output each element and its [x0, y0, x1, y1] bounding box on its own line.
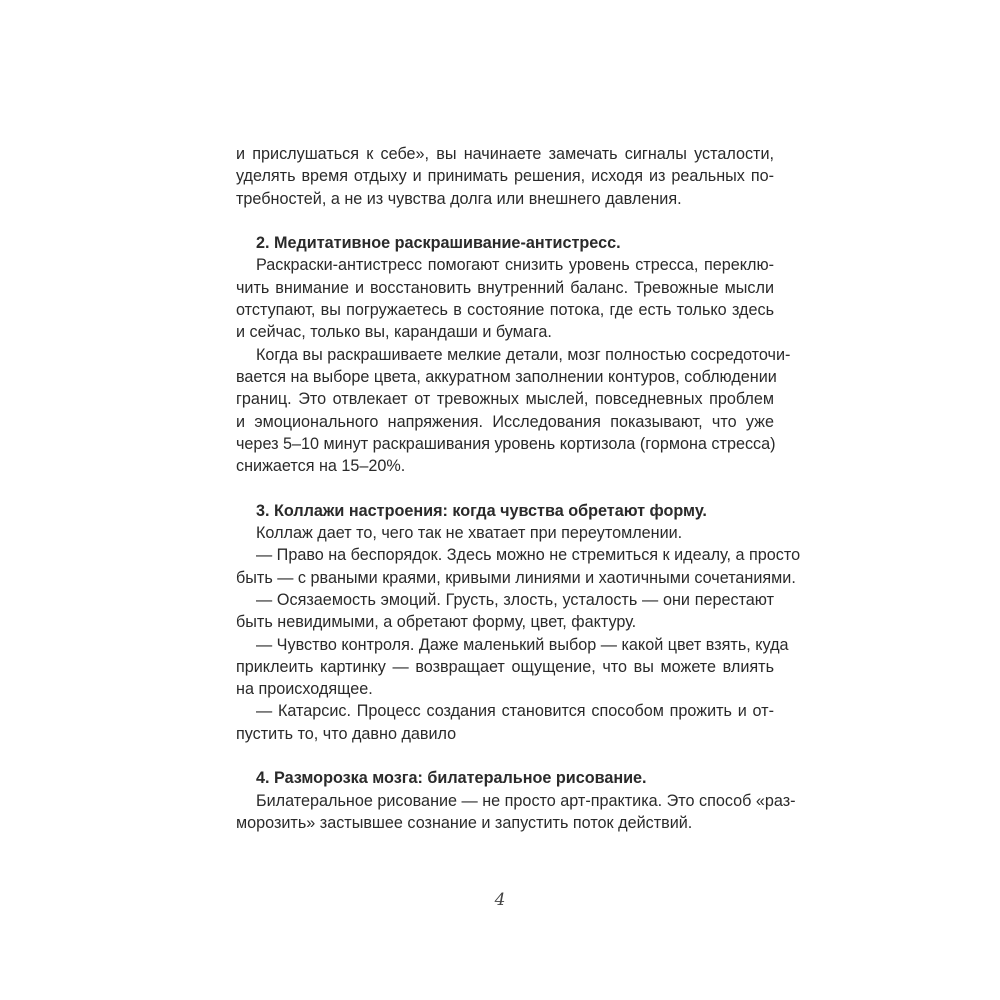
body-text-line: уделять время отдыху и принимать решения, исходя из реальных по-: [236, 167, 774, 186]
section-heading: 2. Медитативное раскрашивание-антистресс.: [256, 234, 621, 253]
list-item-line: — Чувство контроля. Даже маленький выбор — какой цвет взять, куда: [256, 635, 789, 654]
list-item-line: — Право на беспорядок. Здесь можно не стремиться к идеалу, а просто: [256, 546, 801, 565]
body-text-line: Билатеральное рисование — не просто арт-практика. Это способ «раз-: [256, 791, 796, 810]
body-text-line: требностей, а не из чувства долга или внешнего давления.: [236, 189, 682, 208]
list-item-line: быть невидимыми, а обретают форму, цвет, фактуру.: [236, 613, 637, 632]
body-text-line: и прислушаться к себе», вы начинаете замечать сигналы усталости,: [236, 145, 774, 163]
body-text-line: и эмоционального напряжения. Исследования показывают, что уже: [236, 412, 774, 431]
section-heading: 4. Разморозка мозга: билатеральное рисование.: [256, 769, 647, 788]
body-text-line: Раскраски-антистресс помогают снизить уровень стресса, переклю-: [256, 256, 774, 275]
body-text-line: через 5–10 минут раскрашивания уровень кортизола (гормона стресса): [236, 434, 776, 453]
list-item-line: быть — с рваными краями, кривыми линиями и хаотичными сочетаниями.: [236, 568, 796, 587]
body-text-line: границ. Это отвлекает от тревожных мыслей, повседневных проблем: [236, 390, 774, 409]
list-item-line: приклеить картинку — возвращает ощущение, что вы можете влиять: [236, 657, 774, 676]
list-item-line: — Осязаемость эмоций. Грусть, злость, усталость — они перестают: [256, 590, 774, 609]
body-text-line: Когда вы раскрашиваете мелкие детали, мозг полностью сосредоточи-: [256, 345, 791, 364]
body-text-line: и сейчас, только вы, карандаши и бумага.: [236, 323, 552, 342]
body-text-line: отступают, вы погружаетесь в состояние потока, где есть только здесь: [236, 301, 774, 320]
section-heading: 3. Коллажи настроения: когда чувства обретают форму.: [256, 501, 707, 520]
body-text-line: морозить» застывшее сознание и запустить поток действий.: [236, 813, 693, 832]
page-number: 4: [494, 890, 506, 910]
list-item-line: на происходящее.: [236, 680, 373, 699]
body-text-line: Коллаж дает то, чего так не хватает при переутомлении.: [256, 524, 683, 543]
list-item-line: пустить то, что давно давило: [236, 724, 457, 743]
body-text-line: вается на выборе цвета, аккуратном заполнении контуров, соблюдении: [236, 367, 777, 386]
list-item-line: — Катарсис. Процесс создания становится способом прожить и от-: [256, 702, 774, 721]
page-text: [236, 143, 801, 834]
body-text-line: чить внимание и восстановить внутренний баланс. Тревожные мысли: [236, 278, 774, 297]
body-text-line: снижается на 15–20%.: [236, 457, 406, 476]
